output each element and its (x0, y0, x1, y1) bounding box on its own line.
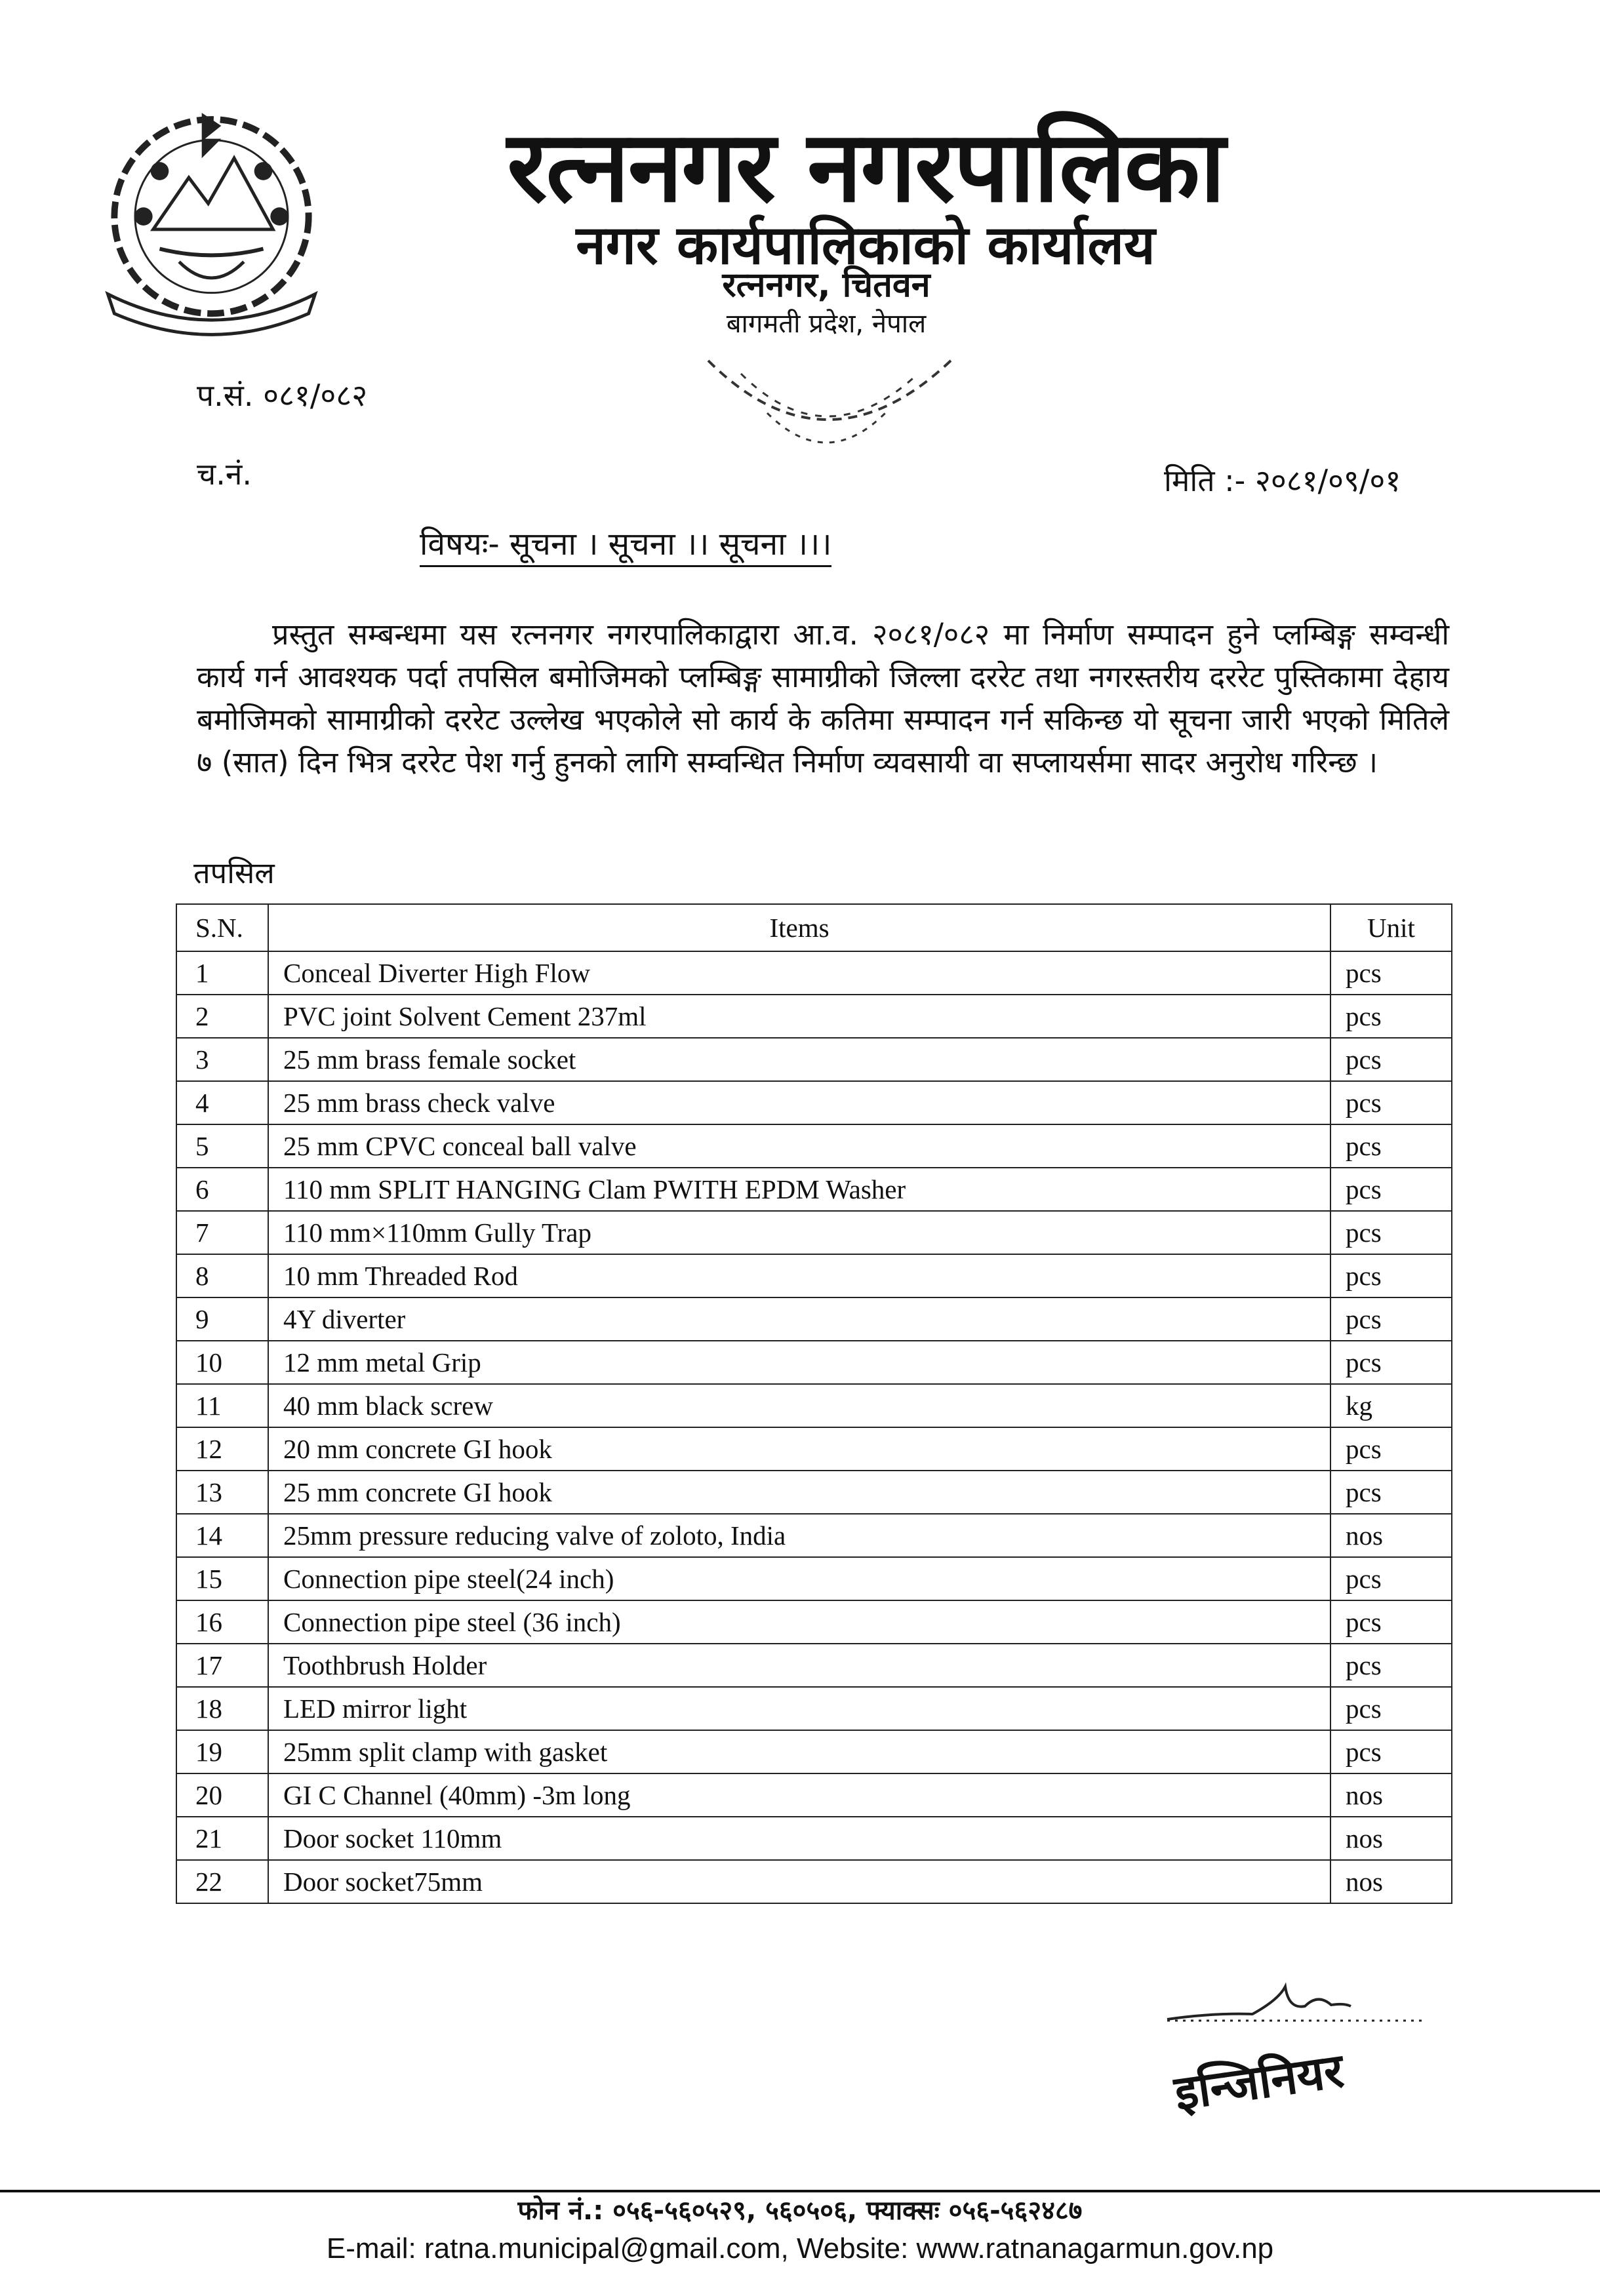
cell-unit: pcs (1330, 1687, 1452, 1730)
table-row (176, 1730, 1452, 1773)
cell-unit: pcs (1330, 1600, 1452, 1644)
cell-unit: pcs (1330, 1254, 1452, 1297)
table-row (176, 1038, 1452, 1081)
reference-number: प.सं. ०८१/०८२ (197, 378, 368, 413)
cell-sn: 3 (176, 1038, 268, 1081)
items-table-body (176, 951, 1452, 1903)
cell-unit: pcs (1330, 1081, 1452, 1124)
cell-sn: 13 (176, 1471, 268, 1514)
cell-unit: pcs (1330, 1471, 1452, 1514)
notice-date: मिति :- २०८१/०९/०१ (1164, 463, 1401, 498)
cell-item: 10 mm Threaded Rod (268, 1254, 1330, 1297)
cell-sn: 9 (176, 1297, 268, 1341)
table-row (176, 1427, 1452, 1471)
table-row (176, 951, 1452, 995)
cell-sn: 19 (176, 1730, 268, 1773)
table-row (176, 1124, 1452, 1168)
cell-item: 25mm pressure reducing valve of zoloto, India (268, 1514, 1330, 1557)
cell-sn: 2 (176, 995, 268, 1038)
table-row (176, 1384, 1452, 1427)
cell-sn: 12 (176, 1427, 268, 1471)
header-sn: S.N. (176, 904, 268, 951)
cell-item: 12 mm metal Grip (268, 1341, 1330, 1384)
cell-item: Connection pipe steel (36 inch) (268, 1600, 1330, 1644)
table-row (176, 1341, 1452, 1384)
stamp-location: रत्ननगर, चितवन (722, 266, 930, 305)
cell-unit: pcs (1330, 951, 1452, 995)
cell-unit: pcs (1330, 1341, 1452, 1384)
cell-unit: pcs (1330, 1297, 1452, 1341)
cell-unit: pcs (1330, 995, 1452, 1038)
table-row (176, 1600, 1452, 1644)
nepal-emblem-icon (82, 98, 341, 347)
engineer-stamp: इन्जिनियर (1171, 2042, 1347, 2121)
details-label: तपसिल (193, 856, 275, 890)
cell-sn: 6 (176, 1168, 268, 1211)
cell-unit: pcs (1330, 1168, 1452, 1211)
dispatch-number: च.नं. (197, 456, 252, 492)
cell-unit: kg (1330, 1384, 1452, 1427)
cell-item: Connection pipe steel(24 inch) (268, 1557, 1330, 1600)
stamp-province: बागमती प्रदेश, नेपाल (726, 309, 927, 339)
cell-item: Door socket75mm (268, 1860, 1330, 1903)
cell-item: PVC joint Solvent Cement 237ml (268, 995, 1330, 1038)
cell-sn: 15 (176, 1557, 268, 1600)
table-row (176, 1644, 1452, 1687)
cell-unit: pcs (1330, 1427, 1452, 1471)
cell-item: 25 mm brass check valve (268, 1081, 1330, 1124)
cell-sn: 18 (176, 1687, 268, 1730)
table-row (176, 1254, 1452, 1297)
subject-line: विषयः- सूचना । सूचना ।। सूचना ।।। (420, 525, 831, 567)
cell-item: 20 mm concrete GI hook (268, 1427, 1330, 1471)
cell-item: Toothbrush Holder (268, 1644, 1330, 1687)
table-row (176, 1773, 1452, 1817)
table-row (176, 995, 1452, 1038)
cell-unit: nos (1330, 1514, 1452, 1557)
cell-unit: pcs (1330, 1730, 1452, 1773)
signature-icon (1154, 1973, 1430, 2032)
cell-sn: 16 (176, 1600, 268, 1644)
cell-item: 25mm split clamp with gasket (268, 1730, 1330, 1773)
items-table (176, 903, 1452, 1904)
table-row (176, 1687, 1452, 1730)
table-row (176, 1297, 1452, 1341)
cell-unit: nos (1330, 1817, 1452, 1860)
cell-item: 25 mm brass female socket (268, 1038, 1330, 1081)
cell-sn: 20 (176, 1773, 268, 1817)
cell-item: 25 mm CPVC conceal ball valve (268, 1124, 1330, 1168)
cell-item: 40 mm black screw (268, 1384, 1330, 1427)
cell-item: LED mirror light (268, 1687, 1330, 1730)
cell-sn: 8 (176, 1254, 268, 1297)
organization-name: रत्ननगर नगरपालिका (507, 110, 1224, 224)
footer-phone: फोन नं.: ०५६-५६०५२९, ५६०५०६, फ्याक्सः ०५६-५६२४८७ (517, 2196, 1083, 2226)
cell-sn: 10 (176, 1341, 268, 1384)
table-row (176, 1514, 1452, 1557)
header-unit: Unit (1330, 904, 1452, 951)
cell-sn: 5 (176, 1124, 268, 1168)
cell-sn: 4 (176, 1081, 268, 1124)
cell-item: 4Y diverter (268, 1297, 1330, 1341)
notice-body: प्रस्तुत सम्बन्धमा यस रत्ननगर नगरपालिकाद्वारा आ.व. २०८१/०८२ मा निर्माण सम्पादन हुने प्लम्बिङ्ग सम्वन्धी कार्य गर्न आवश्यक पर्दा तपसिल बमोजिमको प्लम्बिङ्ग सामाग्रीको जिल्ला दररेट तथा नगरस्तरीय दररेट पुस्तिकामा देहाय बमोजिमको सामाग्रीको दररेट उल्लेख भएकोले सो कार्य के कतिमा सम्पादन गर्न सकिन्छ यो सूचना जारी भएको मितिले ७ (सात) दिन भित्र दररेट पेश गर्नु हुनको लागि सम्वन्धित निर्माण व्यवसायी वा सप्लायर्समा सादर अनुरोध गरिन्छ । (197, 617, 1449, 780)
cell-unit: pcs (1330, 1211, 1452, 1254)
table-row (176, 1817, 1452, 1860)
table-row (176, 1081, 1452, 1124)
table-header-row (176, 904, 1452, 951)
cell-sn: 11 (176, 1384, 268, 1427)
footer-contact: E-mail: ratna.municipal@gmail.com, Website: www.ratnanagarmun.gov.np (326, 2232, 1274, 2265)
table-row (176, 1860, 1452, 1903)
cell-item: GI C Channel (40mm) -3m long (268, 1773, 1330, 1817)
cell-sn: 1 (176, 951, 268, 995)
cell-sn: 22 (176, 1860, 268, 1903)
cell-unit: pcs (1330, 1644, 1452, 1687)
cell-sn: 14 (176, 1514, 268, 1557)
table-row (176, 1471, 1452, 1514)
cell-item: Door socket 110mm (268, 1817, 1330, 1860)
cell-unit: nos (1330, 1860, 1452, 1903)
table-row (176, 1211, 1452, 1254)
cell-item: 110 mm×110mm Gully Trap (268, 1211, 1330, 1254)
office-name: नगर कार्यपालिकाको कार्यालय (576, 214, 1155, 277)
cell-unit: pcs (1330, 1124, 1452, 1168)
header-items: Items (268, 904, 1330, 951)
cell-item: 25 mm concrete GI hook (268, 1471, 1330, 1514)
cell-sn: 7 (176, 1211, 268, 1254)
cell-item: 110 mm SPLIT HANGING Clam PWITH EPDM Washer (268, 1168, 1330, 1211)
cell-unit: pcs (1330, 1038, 1452, 1081)
cell-item: Conceal Diverter High Flow (268, 951, 1330, 995)
table-row (176, 1557, 1452, 1600)
cell-sn: 21 (176, 1817, 268, 1860)
footer-divider (0, 2190, 1600, 2192)
table-row (176, 1168, 1452, 1211)
cell-sn: 17 (176, 1644, 268, 1687)
cell-unit: pcs (1330, 1557, 1452, 1600)
cell-unit: nos (1330, 1773, 1452, 1817)
